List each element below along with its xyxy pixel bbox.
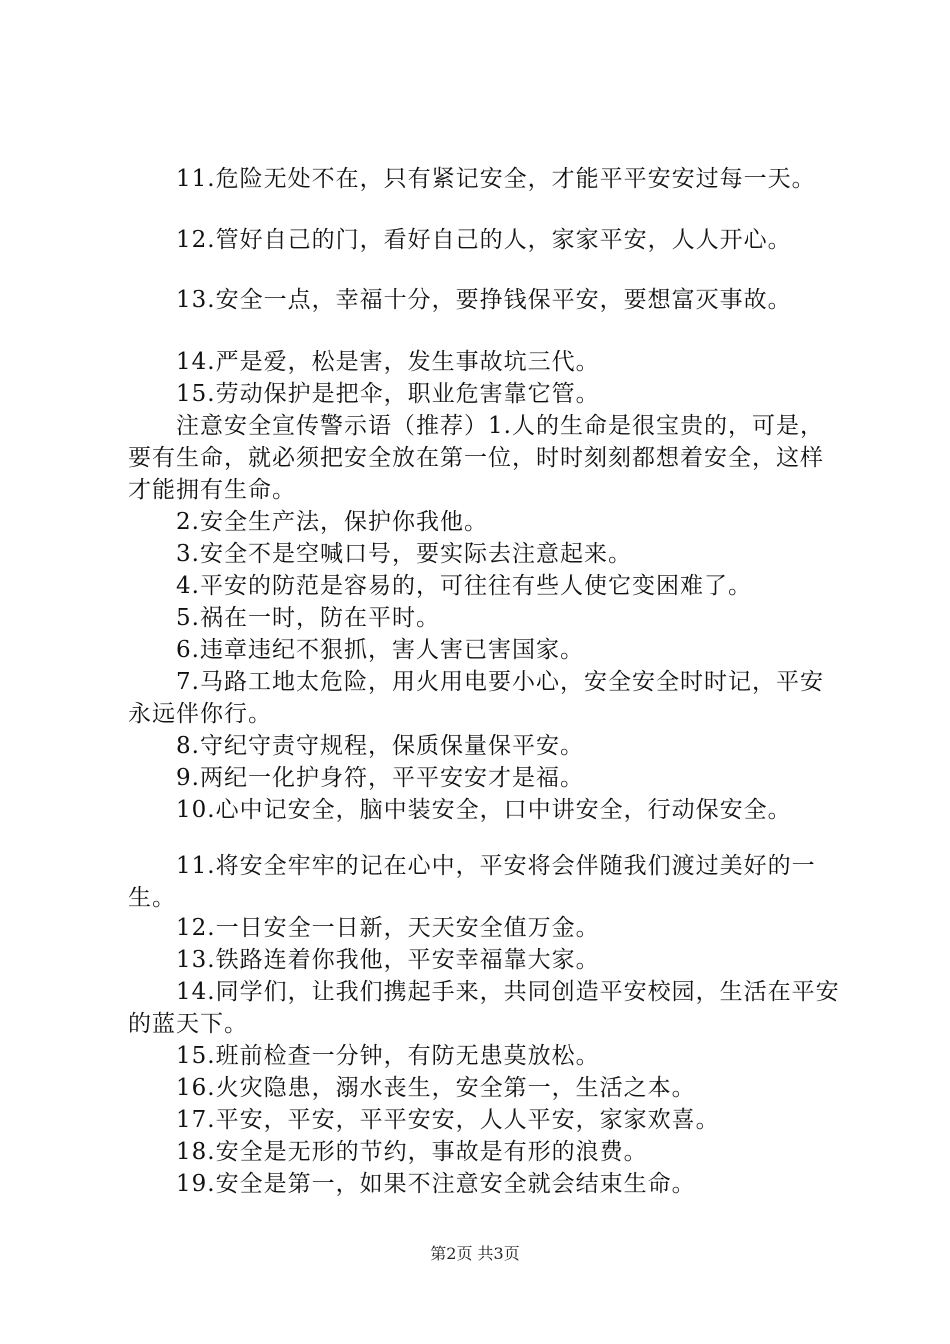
paragraph-18: 13.铁路连着你我他，平安幸福靠大家。 (176, 947, 600, 973)
paragraph-4: 14.严是爱，松是害，发生事故坑三代。 (176, 349, 600, 375)
paragraph-22: 17.平安，平安，平平安安，人人平安，家家欢喜。 (176, 1107, 720, 1133)
paragraph-24: 19.安全是第一，如果不注意安全就会结束生命。 (176, 1171, 696, 1197)
paragraph-15: 10.心中记安全，脑中装安全，口中讲安全，行动保安全。 (176, 797, 792, 823)
paragraph-9: 4.平安的防范是容易的，可往往有些人使它变困难了。 (176, 573, 752, 599)
paragraph-17: 12.一日安全一日新，天天安全值万金。 (176, 915, 600, 941)
paragraph-21: 16.火灾隐患，溺水丧生，安全第一，生活之本。 (176, 1075, 696, 1101)
paragraph-19: 14.同学们，让我们携起手来，共同创造平安校园，生活在平安的蓝天下。 (128, 979, 840, 1037)
paragraph-5: 15.劳动保护是把伞，职业危害靠它管。 (176, 381, 600, 407)
paragraph-6: 注意安全宣传警示语（推荐）1.人的生命是很宝贵的，可是，要有生命，就必须把安全放在第一位，时时刻刻都想着安全，这样才能拥有生命。 (128, 413, 824, 503)
paragraph-10: 5.祸在一时，防在平时。 (176, 605, 440, 631)
paragraph-7: 2.安全生产法，保护你我他。 (176, 509, 488, 535)
paragraph-12: 7.马路工地太危险，用火用电要小心，安全安全时时记，平安永远伴你行。 (128, 669, 824, 727)
paragraph-3: 13.安全一点，幸福十分，要挣钱保平安，要想富灭事故。 (176, 287, 792, 313)
paragraph-14: 9.两纪一化护身符，平平安安才是福。 (176, 765, 584, 791)
paragraph-8: 3.安全不是空喊口号，要实际去注意起来。 (176, 541, 632, 567)
paragraph-23: 18.安全是无形的节约，事故是有形的浪费。 (176, 1139, 648, 1165)
paragraph-2: 12.管好自己的门，看好自己的人，家家平安，人人开心。 (176, 227, 792, 253)
paragraph-11: 6.违章违纪不狠抓，害人害已害国家。 (176, 637, 584, 663)
paragraph-1: 11.危险无处不在，只有紧记安全，才能平平安安过每一天。 (176, 166, 816, 192)
paragraph-16: 11.将安全牢牢的记在心中，平安将会伴随我们渡过美好的一生。 (128, 853, 816, 911)
paragraph-20: 15.班前检查一分钟，有防无患莫放松。 (176, 1043, 600, 1069)
paragraph-13: 8.守纪守责守规程，保质保量保平安。 (176, 733, 584, 759)
page-footer: 第2页 共3页 (430, 1244, 520, 1263)
